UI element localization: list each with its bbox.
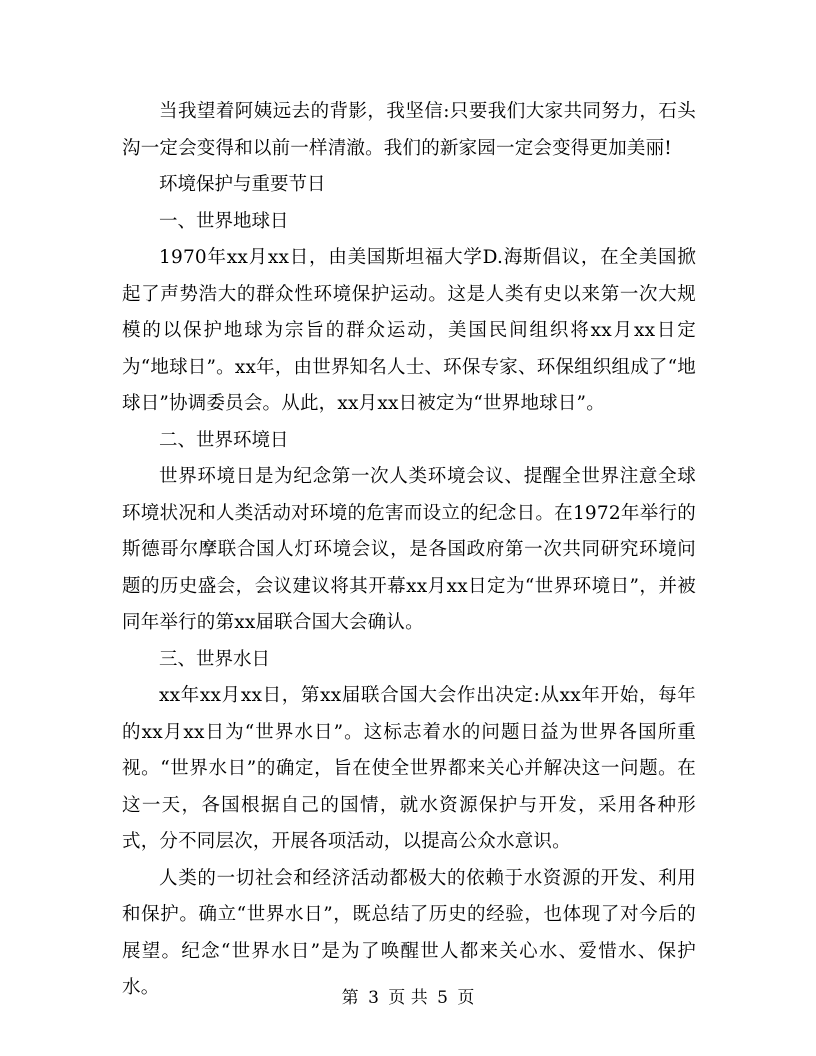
heading-water-day: 三、世界水日 xyxy=(159,648,271,670)
section-title: 环境保护与重要节日 xyxy=(159,174,326,195)
paragraph-environment-day: 世界环境日是为纪念第一次人类环境会议、提醒全世界注意全球环境状况和人类活动对环境的危害而设立的纪念日。在1972年举行的斯德哥尔摩联合国人灯环境会议，是各国政府第一次共同研究环境问题的历史盛会，会议建议将其开幕xx月xx日定为“世界环境日”，并被同年举行的第xx届联合国大会确认。 xyxy=(122,466,696,633)
page-footer xyxy=(0,986,816,1010)
document-body xyxy=(122,94,696,1007)
paragraph-water-importance: 人类的一切社会和经济活动都极大的依赖于水资源的开发、利用和保护。确立“世界水日”，既总结了历史的经验，也体现了对今后的展望。纪念“世界水日”是为了唤醒世人都来关心水、爱惜水、保护水。 xyxy=(122,867,696,998)
total-page-number: 5 xyxy=(437,988,448,1008)
footer-prefix: 第 xyxy=(341,988,359,1008)
footer-middle: 页 共 xyxy=(388,988,428,1008)
current-page-number: 3 xyxy=(368,988,379,1008)
heading-environment-day: 二、世界环境日 xyxy=(159,429,289,451)
footer-suffix: 页 xyxy=(457,988,475,1008)
paragraph-conclusion: 当我望着阿姨远去的背影，我坚信:只要我们大家共同努力，石头沟一定会变得和以前一样清澈。我们的新家园一定会变得更加美丽! xyxy=(122,101,696,159)
paragraph-earth-day: 1970年xx月xx日，由美国斯坦福大学D.海斯倡议，在全美国掀起了声势浩大的群众性环境保护运动。这是人类有史以来第一次大规模的以保护地球为宗旨的群众运动，美国民间组织将xx月xx日定为“地球日”。xx年，由世界知名人士、环保专家、环保组织组成了“地球日”协调委员会。从此，xx月xx日被定为“世界地球日”。 xyxy=(122,247,696,414)
heading-earth-day: 一、世界地球日 xyxy=(159,210,289,232)
paragraph-water-day: xx年xx月xx日，第xx届联合国大会作出决定:从xx年开始，每年的xx月xx日为“世界水日”。这标志着水的问题日益为世界各国所重视。“世界水日”的确定，旨在使全世界都来关心并解决这一问题。在这一天，各国根据自己的国情，就水资源保护与开发，采用各种形式，分不同层次，开展各项活动，以提高公众水意识。 xyxy=(122,685,696,852)
